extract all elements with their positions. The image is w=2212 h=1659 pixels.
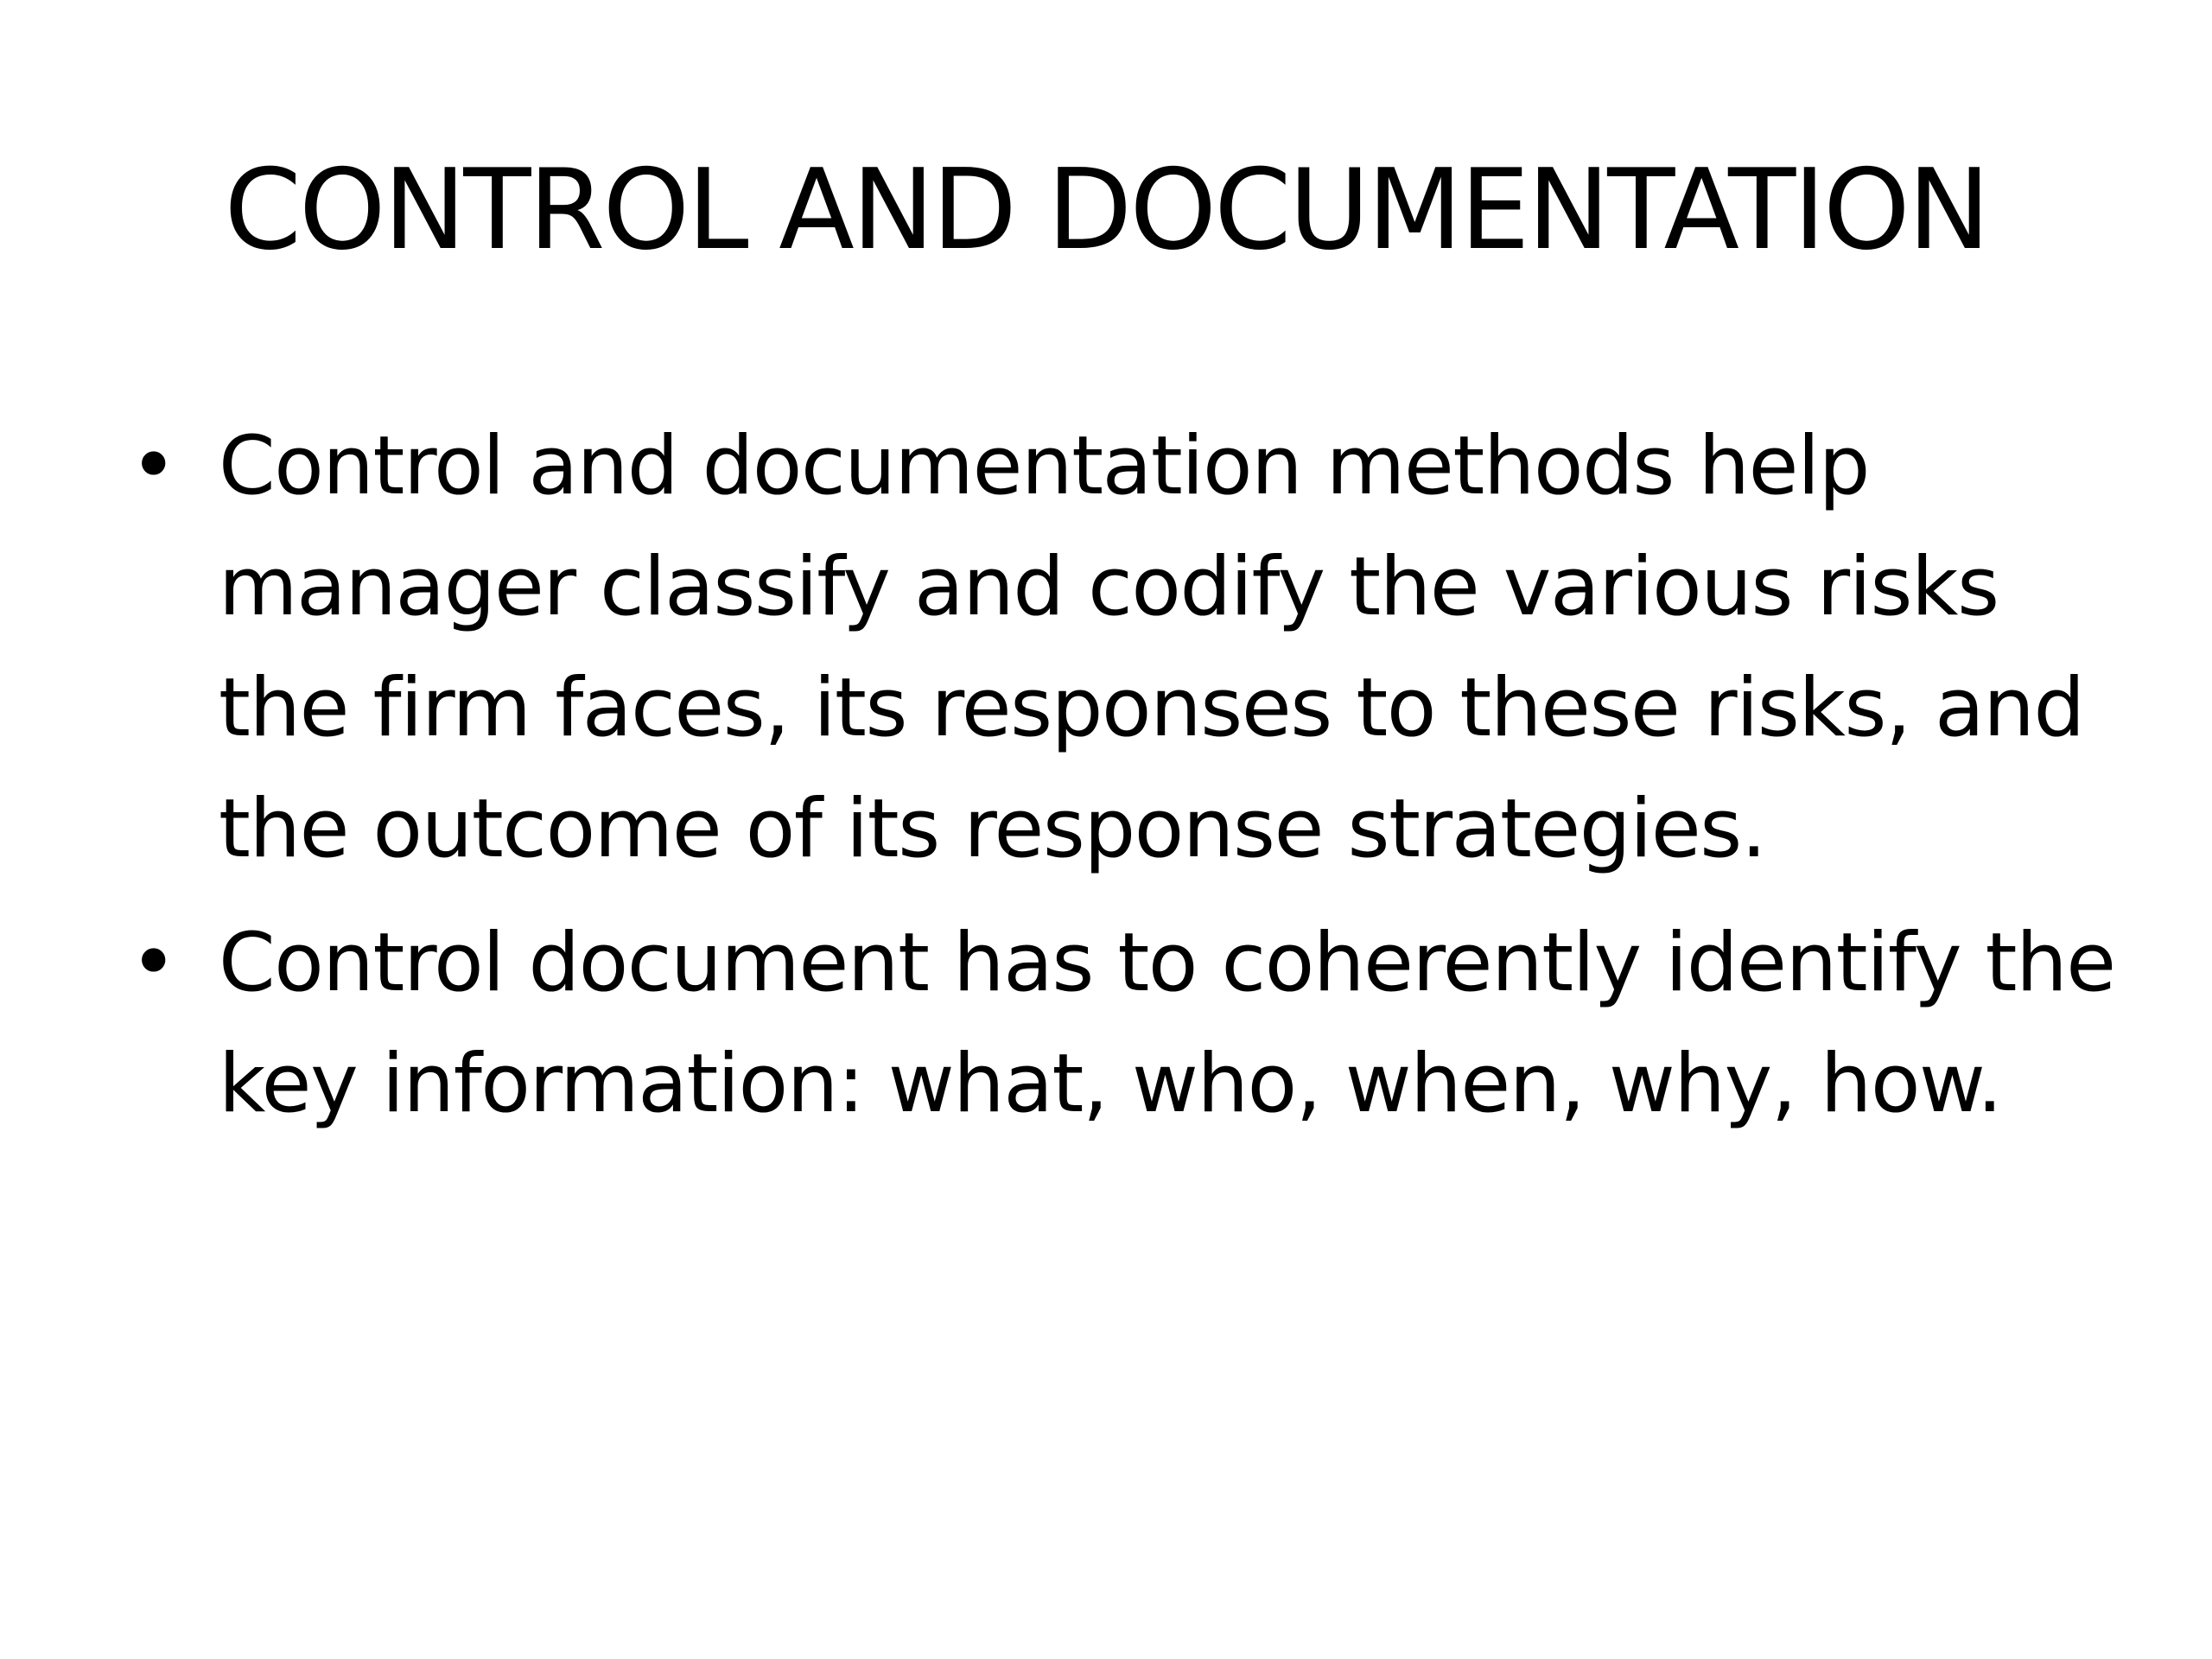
bullet-icon: •: [130, 916, 177, 1010]
bullet-text: Control and documentation methods help manager classify and codify the various risks the firm faces, its responses to these risks, and the outcome of its response strategies.: [219, 419, 2084, 876]
bullet-icon: •: [130, 419, 177, 513]
bullet-list: [130, 406, 2117, 1158]
bullet-item: [130, 406, 2117, 890]
slide-title: CONTROL AND DOCUMENTATION: [224, 146, 1988, 275]
bullet-text: Control document has to coherently identify the key information: what, who, when, why, how.: [219, 916, 2115, 1131]
bullet-item: [130, 903, 2117, 1145]
